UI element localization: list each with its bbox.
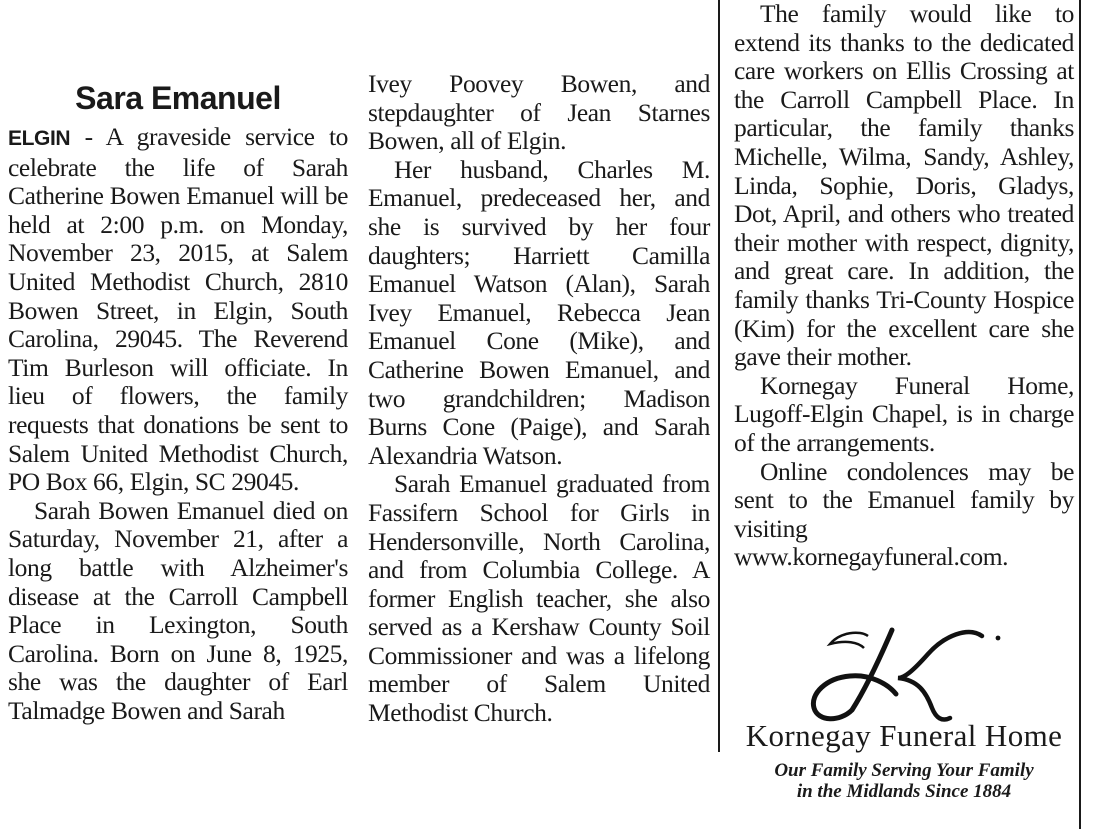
dateline: ELGIN [8, 127, 71, 150]
paragraph-education: Sarah Emanuel graduated from Fassifern School for Girls in Hendersonville, North Carolina, and from Columbia College. A former English teacher, she also served as a Kershaw County Soil Commissioner and was a lifelong member of Salem United Methodist Church. [368, 469, 710, 728]
dateline-separator: - [70, 122, 106, 151]
paragraph-survivors: Her husband, Charles M. Emanuel, predeceased her, and she is survived by her four daughters; Harriett Camilla Emanuel Watson (Alan), Sarah Ivey Emanuel, Rebecca Jean Emanuel Cone (Mike), and Catherine Bowen Emanuel, and two grandchildren; Madison Burns Cone (Paige), and Sarah Alexandria Watson. [368, 154, 710, 470]
paragraph-thanks: The family would like to extend its thanks to the dedicated care workers on Ellis Crossing at the Carroll Campbell Place. In particular, the family thanks Michelle, Wilma, Sandy, Ashley, Linda, Sophie, Doris, Gladys, Dot, April, and others who treated their mother with respect, dignity, and great care. In addition, the family thanks Tri-County Hospice (Kim) for the excellent care she gave their mother. [734, 0, 1074, 372]
paragraph-death: Sarah Bowen Emanuel died on Saturday, November 21, after a long battle with Alzheimer's disease at the Carroll Campbell Place in Lexington, South Carolina. Born on June 8, 1925, she was the daughter of Earl Talmadge Bowen and Sarah [8, 495, 348, 725]
paragraph-condolences: Online condolences may be sent to the Emanuel family by visiting www.kornegayfuneral.com. [734, 456, 1074, 572]
paragraph-parents-continued: Ivey Poovey Bowen, and stepdaughter of Jean Starnes Bowen, all of Elgin. [368, 69, 710, 156]
kornegay-k-logo-icon [800, 618, 1010, 728]
column-divider-right [1079, 0, 1081, 829]
tagline-line-1: Our Family Serving Your Family [774, 760, 1034, 781]
tagline-line-2: in the Midlands Since 1884 [796, 781, 1012, 802]
funeral-home-name: Kornegay Funeral Home [745, 718, 1063, 753]
paragraph-arrangements: Kornegay Funeral Home, Lugoff-Elgin Chapel, is in charge of the arrangements. [734, 370, 1074, 457]
column-3 [734, 0, 1074, 572]
column-divider-left [718, 0, 720, 752]
paragraph-service [8, 123, 348, 497]
column-2 [368, 70, 710, 728]
column-1 [8, 123, 348, 725]
paragraph-service-text: A graveside service to celebrate the life of Sarah Catherine Bowen Emanuel will be held at 2:00 p.m. on Monday, November 23, 2015, at Salem United Methodist Church, 2810 Bowen Street, in Elgin, South Carolina, 29045. The Reverend Tim Burleson will officiate. In lieu of flowers, the family requests that donations be sent to Salem United Methodist Church, PO Box 66, Elgin, SC 29045. [8, 122, 348, 497]
obituary-title: Sara Emanuel [75, 80, 281, 116]
funeral-home-tagline [734, 760, 1074, 802]
